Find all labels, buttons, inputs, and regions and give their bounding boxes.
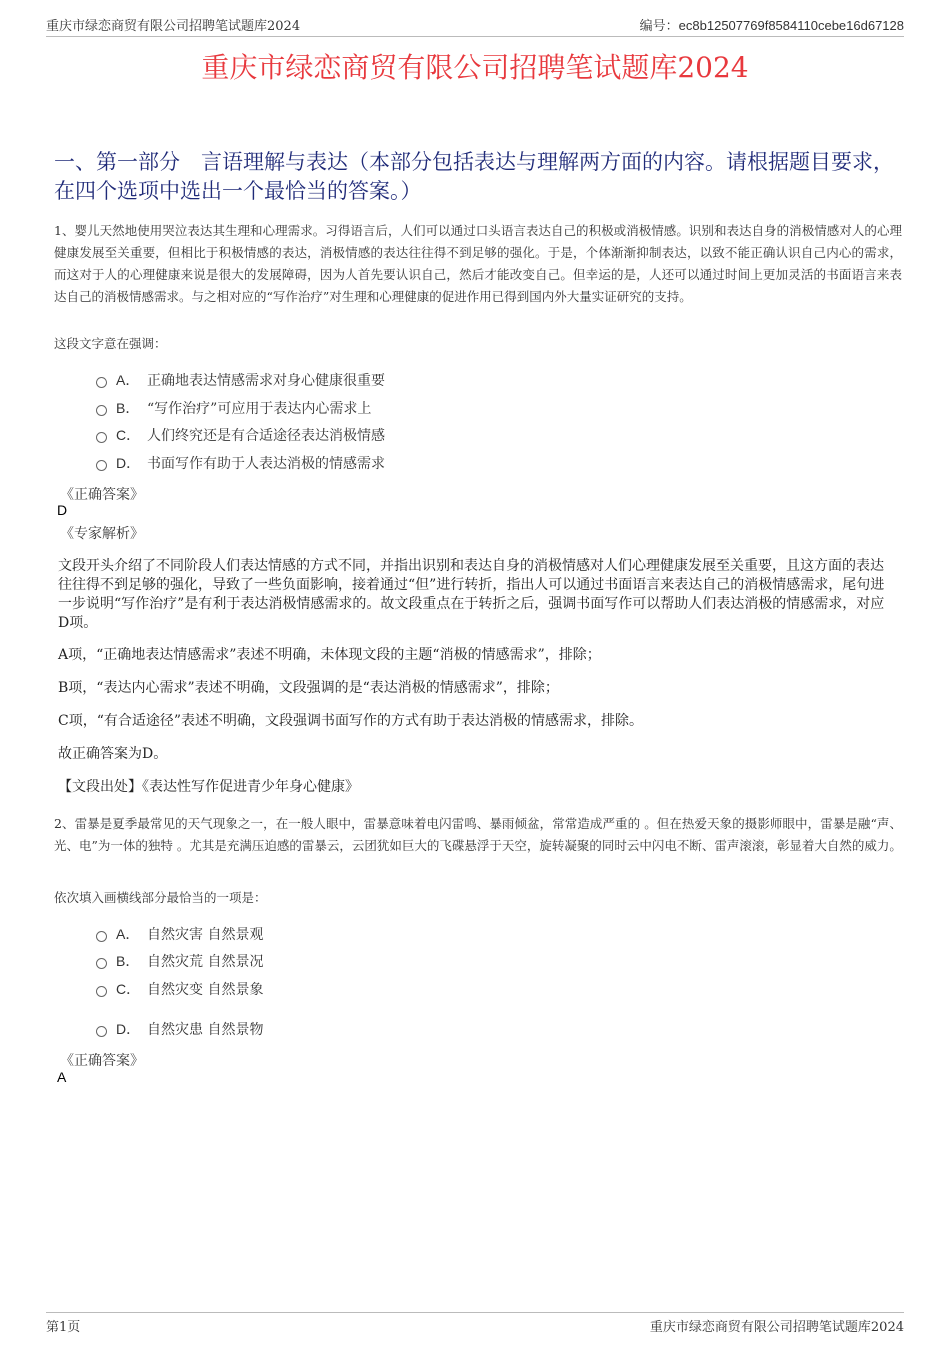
question-2-answer: A — [57, 1069, 67, 1085]
question-2-answer-label: 《正确答案》 — [60, 1053, 144, 1069]
analysis-paragraph: 故正确答案为D。 — [58, 746, 168, 762]
question-1-text: 1、婴儿天然地使用哭泣表达其生理和心理需求。习得语言后，人们可以通过口头语言表达自己的积极或消极情感。识别和表达自身的消极情感对人的心理健康发展至关重要，但相比于积极情感的表达，消极情感的表达往往得不到足够的强化。于是，个体渐渐抑制表达，以致不能正确认识自己内心的需求，而这对于人的心理健康来说是很大的发展障碍，因为人首先要认识自己，然后才能改变自己。但幸运的是，人还可以通过时间上更加灵活的书面语言来表达自己的消极情感需求。与之相对应的“写作治疗”对生理和心理健康的促进作用已得到国内外大量实证研究的支持。 — [54, 223, 902, 304]
question-2-option-b[interactable]: B． 自然灾荒 自然景况 — [96, 951, 263, 971]
analysis-paragraph: A项，“正确地表达情感需求”表述不明确，未体现文段的主题“消极的情感需求”，排除； — [58, 647, 601, 663]
header-doc-code: ec8b12507769f8584110cebe16d67128 — [678, 18, 904, 33]
question-1-option-d[interactable]: D． 书面写作有助于人表达消极的情感需求 — [96, 453, 385, 473]
question-2-option-a[interactable]: A． 自然灾害 自然景观 — [96, 924, 263, 944]
analysis-source: 【文段出处】《表达性写作促进青少年身心健康》 — [58, 779, 359, 795]
analysis-paragraph: B项，“表达内心需求”表述不明确，文段强调的是“表达消极的情感需求”，排除； — [58, 680, 559, 696]
question-1-option-c[interactable]: C． 人们终究还是有合适途径表达消极情感 — [96, 425, 385, 445]
page-footer — [46, 1312, 904, 1335]
header-doc-id: 编号：ec8b12507769f8584110cebe16d67128 — [639, 18, 904, 34]
section-heading: 一、第一部分 言语理解与表达（本部分包括表达与理解两方面的内容。请根据题目要求，在四个选项中选出一个最恰当的答案。） — [54, 150, 894, 203]
question-2-text: 2、雷暴是夏季最常见的天气现象之一，在一般人眼中，雷暴意味着电闪雷鸣、暴雨倾盆，常常造成严重的 。但在热爱天象的摄影师眼中，雷暴是融“声、光、电”为一体的独特 。尤其是充满压迫感的雷暴云，云团犹如巨大的飞碟悬浮于天空，旋转凝聚的同时云中闪电不断、雷声滚滚，彰显着大自然的威力。 — [54, 816, 902, 853]
question-1-option-a[interactable]: A． 正确地表达情感需求对身心健康很重要 — [96, 370, 385, 390]
question-2-option-d[interactable]: D． 自然灾患 自然景物 — [96, 1019, 263, 1039]
document-title: 重庆市绿恋商贸有限公司招聘笔试题库2024 — [201, 51, 749, 84]
radio-icon[interactable] — [96, 377, 107, 388]
question-2-option-c[interactable]: C． 自然灾变 自然景象 — [96, 979, 263, 999]
radio-icon[interactable] — [96, 460, 107, 471]
question-2-prompt: 依次填入画横线部分最恰当的一项是： — [54, 890, 267, 905]
question-1-answer-label: 《正确答案》 — [60, 487, 144, 503]
question-1-option-b[interactable]: B． “写作治疗”可应用于表达内心需求上 — [96, 398, 371, 418]
radio-icon[interactable] — [96, 1026, 107, 1037]
header-doc-name: 重庆市绿恋商贸有限公司招聘笔试题库2024 — [46, 19, 301, 34]
analysis-paragraph: 文段开头介绍了不同阶段人们表达情感的方式不同，并指出识别和表达自身的消极情感对人们心理健康发展至关重要，且这方面的表达往往得不到足够的强化，导致了一些负面影响，接着通过“但”进行转折，指出人可以通过书面语言来表达自己的消极情感需求，尾句进一步说明“写作治疗”是有利于表达消极情感需求的。故文段重点在于转折之后，强调书面写作可以帮助人们表达消极的情感需求，对应D项。 — [58, 558, 885, 631]
page-number: 第1页 — [46, 1320, 81, 1335]
question-1-prompt: 这段文字意在强调： — [54, 336, 167, 351]
radio-icon[interactable] — [96, 986, 107, 997]
question-1-analysis-label: 《专家解析》 — [60, 526, 144, 542]
footer-doc-name: 重庆市绿恋商贸有限公司招聘笔试题库2024 — [649, 1320, 904, 1335]
page-header — [46, 14, 904, 37]
analysis-paragraph: C项，“有合适途径”表述不明确，文段强调书面写作的方式有助于表达消极的情感需求，排除。 — [58, 713, 644, 729]
question-1-answer: D — [57, 502, 68, 518]
radio-icon[interactable] — [96, 432, 107, 443]
radio-icon[interactable] — [96, 958, 107, 969]
radio-icon[interactable] — [96, 931, 107, 942]
radio-icon[interactable] — [96, 405, 107, 416]
